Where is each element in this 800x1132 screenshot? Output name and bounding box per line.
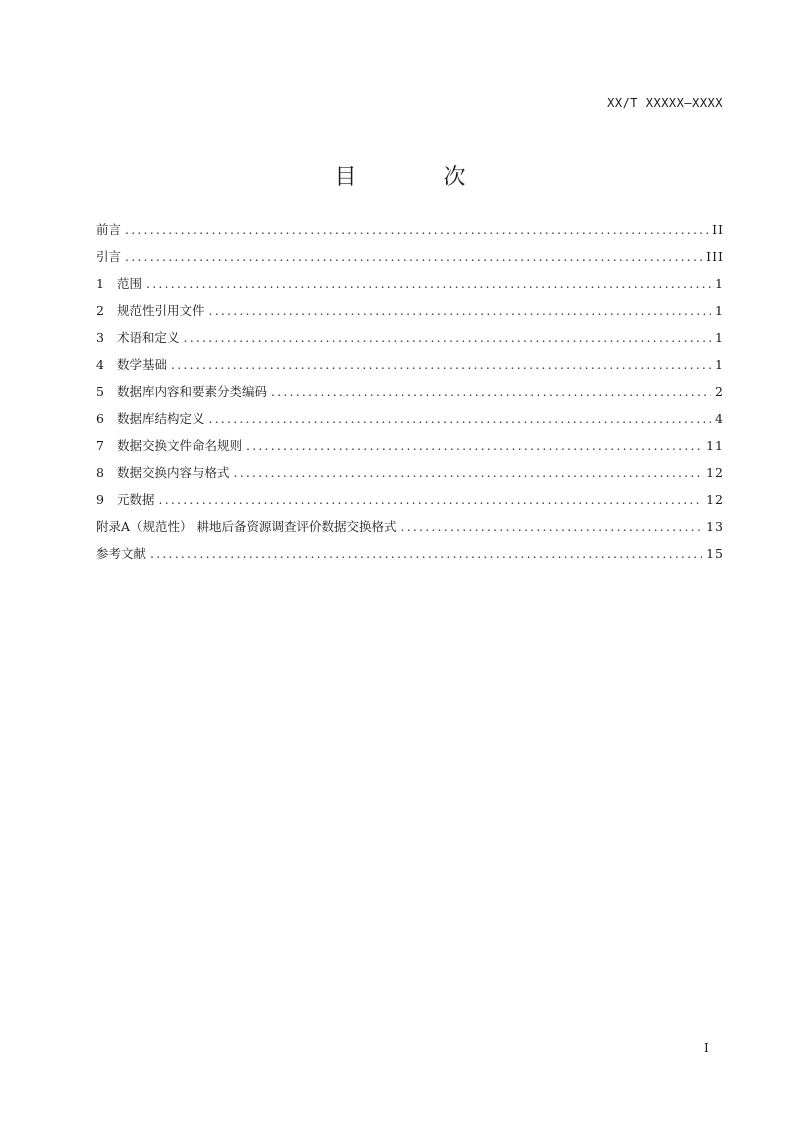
toc-leader-dots <box>146 276 711 291</box>
toc-entry-number: 1 <box>96 276 104 291</box>
toc-entry-bibliography[interactable] <box>96 544 724 571</box>
toc-entry-number: 7 <box>96 438 104 453</box>
toc-entry-page: II <box>712 222 724 237</box>
toc-entry-page: 1 <box>715 357 724 372</box>
toc-leader-dots <box>209 411 712 426</box>
toc-leader-dots <box>150 546 702 561</box>
toc-entry-label: 范围 <box>117 276 143 291</box>
toc-leader-dots <box>209 303 712 318</box>
toc-entry-page: 1 <box>715 276 724 291</box>
toc-entry-label: 术语和定义 <box>117 330 180 345</box>
toc-entry-label: 数学基础 <box>117 357 168 372</box>
toc-entry-number: 6 <box>96 411 104 426</box>
toc-entry-label: 引言 <box>96 249 122 264</box>
page-number: I <box>704 1041 709 1055</box>
toc-entry-label: 前言 <box>96 222 122 237</box>
toc-entry-page: 2 <box>715 384 724 399</box>
toc-leader-dots <box>159 492 703 507</box>
toc-entry-label: 元数据 <box>117 492 155 507</box>
standard-code: XX/T XXXXX—XXXX <box>607 96 723 110</box>
toc-entry-appendix-a[interactable] <box>96 517 724 544</box>
toc-entry-label: 规范性引用文件 <box>117 303 205 318</box>
toc-leader-dots <box>271 384 711 399</box>
toc-entry-number: 3 <box>96 330 104 345</box>
toc-leader-dots <box>234 465 703 480</box>
toc-entry-number: 8 <box>96 465 104 480</box>
toc-leader-dots <box>171 357 711 372</box>
toc-entry-page: 15 <box>706 546 724 561</box>
toc-entry-page: 11 <box>706 438 724 453</box>
toc-entry-label: 数据库结构定义 <box>117 411 205 426</box>
toc-entry-metadata[interactable] <box>96 490 724 517</box>
toc-entry-page: 12 <box>706 492 724 507</box>
toc-entry-label: 附录A（规范性） 耕地后备资源调查评价数据交换格式 <box>96 519 397 534</box>
toc-entry-database-structure[interactable] <box>96 409 724 436</box>
toc-leader-dots <box>184 330 712 345</box>
toc-entry-math-basis[interactable] <box>96 355 724 382</box>
toc-entry-terms[interactable] <box>96 328 724 355</box>
toc-entry-label: 数据交换内容与格式 <box>117 465 230 480</box>
toc-entry-page: 4 <box>715 411 724 426</box>
toc-list <box>96 220 724 571</box>
toc-entry-file-naming[interactable] <box>96 436 724 463</box>
toc-entry-exchange-format[interactable] <box>96 463 724 490</box>
toc-entry-page: 12 <box>706 465 724 480</box>
toc-entry-page: 1 <box>715 330 724 345</box>
toc-leader-dots <box>125 249 702 264</box>
toc-leader-dots <box>125 222 708 237</box>
toc-entry-number: 4 <box>96 357 104 372</box>
toc-entry-page: 13 <box>706 519 724 534</box>
toc-entry-normative-references[interactable] <box>96 301 724 328</box>
toc-entry-scope[interactable] <box>96 274 724 301</box>
toc-entry-foreword[interactable] <box>96 220 724 247</box>
toc-entry-page: III <box>706 249 724 264</box>
toc-entry-database-content[interactable] <box>96 382 724 409</box>
toc-entry-introduction[interactable] <box>96 247 724 274</box>
toc-entry-number: 2 <box>96 303 104 318</box>
toc-leader-dots <box>246 438 702 453</box>
toc-entry-number: 5 <box>96 384 104 399</box>
toc-entry-label: 数据库内容和要素分类编码 <box>117 384 268 399</box>
toc-entry-number: 9 <box>96 492 104 507</box>
toc-title: 目 次 <box>334 165 506 190</box>
toc-entry-label: 数据交换文件命名规则 <box>117 438 243 453</box>
toc-leader-dots <box>401 519 703 534</box>
toc-entry-label: 参考文献 <box>96 546 147 561</box>
toc-entry-page: 1 <box>715 303 724 318</box>
